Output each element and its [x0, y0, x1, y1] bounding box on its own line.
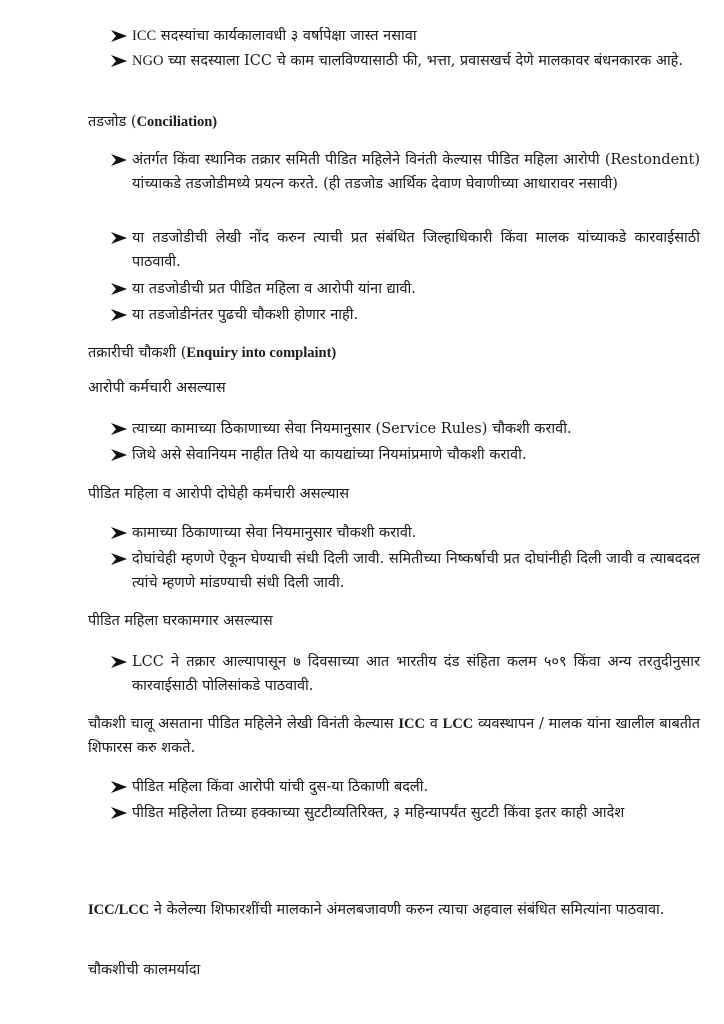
paragraph-recommendation: चौकशी चालू असताना पीडित महिलेने लेखी विनंती केल्यास ICC व LCC व्यवस्थापन / मालक यांना खालील बाबतीत शिफारस करु शकते.	[88, 716, 701, 756]
bullet-case2: कामाच्या ठिकाणाच्या सेवा नियमानुसार चौकशी करावी.	[110, 521, 700, 545]
bullet-conciliation: या तडजोडीनंतर पुढची चौकशी होणार नाही.	[110, 303, 700, 327]
subheading-case2: पीडित महिला व आरोपी दोघेही कर्मचारी असल्यास	[88, 486, 350, 502]
arrow-bullet-icon	[110, 650, 128, 674]
paragraph-implementation: ICC/LCC ने केलेल्या शिफारशींची मालकाने अंमलबजावणी करुन त्याचा अहवाल संबंधित समित्यांना पाठवावा.	[88, 902, 665, 918]
arrow-bullet-icon	[110, 801, 128, 825]
bullet-case2: दोघांचेही म्हणणे ऐकून घेण्याची संधी दिली जावी. समितीच्या निष्कर्षाची प्रत दोघांनीही दिली जावी व त्याबददल त्यांचे म्हणणे मांडण्याची संधी दिली जावी.	[110, 547, 700, 595]
bullet-conciliation: या तडजोडीची लेखी नोंद करुन त्याची प्रत संबंधित जिल्हाधिकारी किंवा मालक यांच्याकडे कारवाईसाठी पाठवावी.	[110, 226, 700, 274]
arrow-bullet-icon	[110, 417, 128, 441]
arrow-bullet-icon	[110, 277, 128, 301]
subheading-case1: आरोपी कर्मचारी असल्यास	[88, 380, 226, 396]
heading-conciliation: तडजोड (Conciliation)	[88, 114, 218, 130]
arrow-bullet-icon	[110, 521, 128, 545]
subheading-case3: पीडित महिला घरकामगार असल्यास	[88, 613, 273, 629]
bullet-conciliation: अंतर्गत किंवा स्थानिक तक्रार समिती पीडित महिलेने विनंती केल्यास पीडित महिला आरोपी (Restondent) यांच्याकडे तडजोडीमध्ये प्रयत्न करते. (ही तडजोड आर्थिक देवाण घेवाणीच्या आधारावर नसावी)	[110, 148, 700, 196]
arrow-bullet-icon	[110, 49, 128, 73]
bullet-recommendation: पीडित महिला किंवा आरोपी यांची दुस-या ठिकाणी बदली.	[110, 775, 700, 799]
bullet-case1: जिथे असे सेवानियम नाहीत तिथे या कायद्यांच्या नियमांप्रमाणे चौकशी करावी.	[110, 443, 700, 467]
heading-enquiry: तक्रारीची चौकशी (Enquiry into complaint)	[88, 345, 337, 361]
bullet-recommendation: पीडित महिलेला तिच्या हक्काच्या सुटटीव्यतिरिक्त, ३ महिन्यापर्यंत सुटटी किंवा इतर काही आदेश	[110, 801, 700, 825]
arrow-bullet-icon	[110, 547, 128, 571]
arrow-bullet-icon	[110, 148, 128, 172]
heading-timeline: चौकशीची कालमर्यादा	[88, 962, 201, 978]
arrow-bullet-icon	[110, 443, 128, 467]
bullet-icc-term: ICC सदस्यांचा कार्यकालावधी ३ वर्षापेक्षा जास्त नसावा	[110, 24, 700, 48]
arrow-bullet-icon	[110, 24, 128, 48]
bullet-case3: LCC ने तक्रार आल्यापासून ७ दिवसाच्या आत भारतीय दंड संहिता कलम ५०९ किंवा अन्य तरतुदीनुसार कारवाईसाठी पोलिसांकडे पाठवावी.	[110, 650, 700, 698]
arrow-bullet-icon	[110, 775, 128, 799]
bullet-conciliation: या तडजोडीची प्रत पीडित महिला व आरोपी यांना द्यावी.	[110, 277, 700, 301]
arrow-bullet-icon	[110, 303, 128, 327]
bullet-case1: त्याच्या कामाच्या ठिकाणाच्या सेवा नियमानुसार (Service Rules) चौकशी करावी.	[110, 417, 700, 441]
arrow-bullet-icon	[110, 226, 128, 250]
bullet-ngo-fee: NGO च्या सदस्याला ICC चे काम चालविण्यासाठी फी, भत्ता, प्रवासखर्च देणे मालकावर बंधनकारक आहे.	[110, 49, 700, 73]
